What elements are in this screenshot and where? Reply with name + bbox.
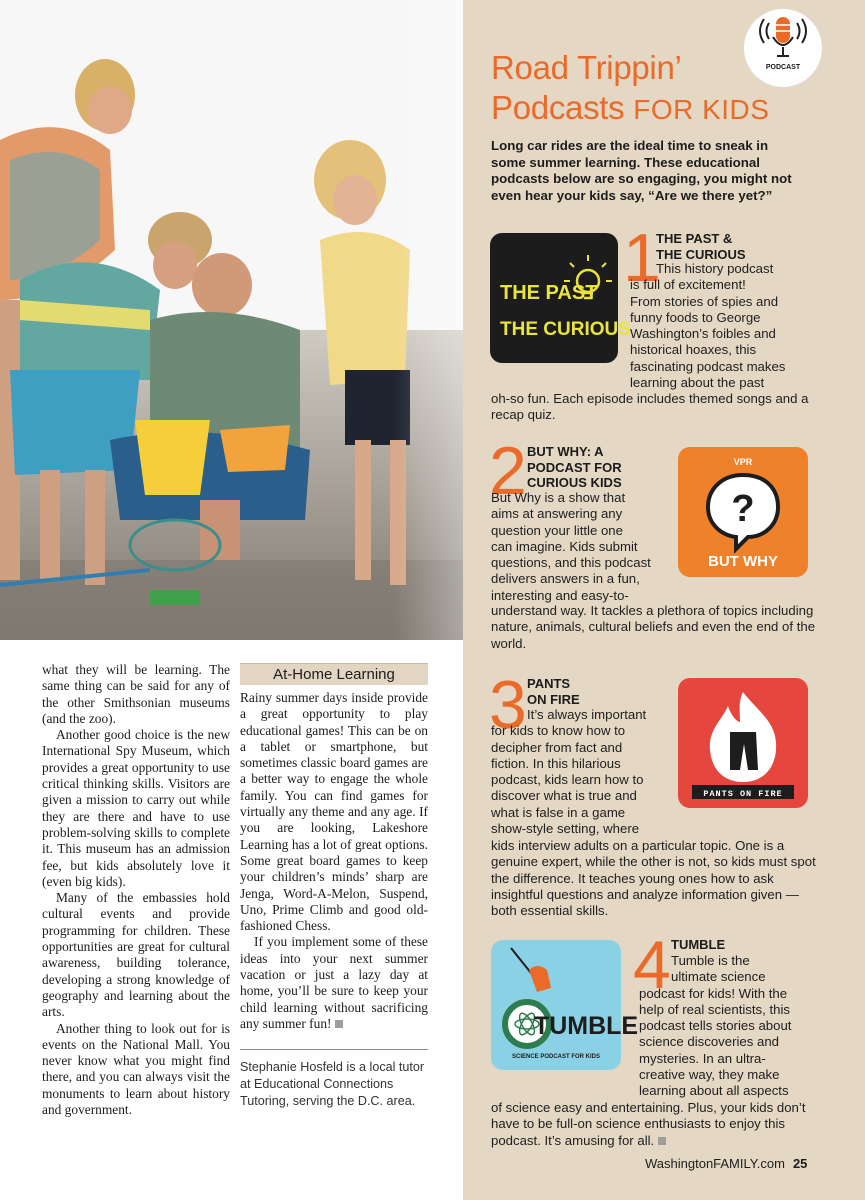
logo-text-line-2: THE CURIOUS [500,319,631,340]
podcast-description-rest [491,1100,821,1149]
podcast-description-wrap [491,707,671,837]
text-line: show-style setting, where [491,821,640,837]
podcast-title-line: PODCAST FOR [527,459,622,475]
tumble-logo [491,940,639,1070]
family-beach-photo [0,0,463,640]
text-line: fascinating podcast makes [630,358,786,374]
text-line: funny foods to George [630,309,761,325]
podcast-title-line: PANTS [527,676,571,691]
text-line: But Why is a show that [491,490,626,505]
badge-label: PODCAST [765,64,801,71]
podcasts-panel [463,0,865,1200]
podcast-title [656,231,746,262]
text-line: creative way, they make [639,1067,780,1083]
podcast-title-line: CURIOUS KIDS [527,475,622,490]
text-line: learning about the past [630,375,765,391]
but-why-logo [678,447,808,577]
podcast-description-rest: oh-so fun. Each episode includes themed songs and a recap quiz. [491,391,809,423]
article-paragraph: what they will be learning. The same thing can be said for any of the other Smithsonian museums (and the zoo). [42,662,230,726]
podcast-description-wrap [639,953,819,1100]
at-home-learning-sidebar [240,663,428,1110]
text-line: science discoveries and [639,1034,780,1050]
article-paragraph: Many of the embassies hold cultural events and provide programming for children. These opportunities are great for cultural awareness, building tolerance, developing a strong knowledge of geography and learning about the arts. [42,890,230,1020]
text-line: is full of excitement! [630,277,746,293]
title-for-kids: FOR KIDS [633,94,770,125]
podcast-title-line: THE CURIOUS [656,246,746,262]
text-line: historical hoaxes, this [630,342,757,358]
podcast-description-rest: kids interview adults on a particular topic. One is a genuine expert, while the other is not, so kids must spot the difference. It teaches young ones how to ask insightful questions and analyze information given — both essential skills. [491,838,816,919]
text-line: delivers answers in a fun, [491,571,640,587]
text-line: mysteries. In an ultra- [639,1050,766,1066]
sidebar-paragraph [240,934,428,1032]
text-line: Washington’s foibles and [630,326,776,342]
text-line: learning about all aspects [639,1083,789,1099]
podcast-title-line: THE PAST & [656,231,733,246]
text-line: Tumble is the [671,953,750,968]
podcast-title [527,676,580,707]
text-line: for kids to know how to [491,723,626,739]
logo-subtitle: SCIENCE PODCAST FOR KIDS [511,1054,601,1060]
article-paragraph: Another good choice is the new International Spy Museum, which provides a great opportunity to use critical thinking skills. Visitors are given a mission to carry out while they are there and have to use problem-solving skills to complete it. This museum has an admission fee, but kids absolutely love it (even big kids). [42,727,230,889]
logo-name: BUT WHY [708,553,778,570]
text-line: ultimate science [671,969,766,985]
text-line: interesting and easy-to- [491,587,629,603]
text-line: fiction. In this hilarious [491,755,621,771]
text-line: question your little one [491,522,623,538]
podcast-number: 2 [489,433,527,509]
text-line: aims at answering any [491,506,623,522]
podcast-description-wrap [630,261,810,391]
podcast-number: 4 [633,927,671,1003]
article-paragraph: Another thing to look out for is events on the National Mall. You never know what you might find there, and you can always visit the monuments to learn about history and government. [42,1020,230,1118]
title-line-1: Road Trippin’ [491,49,682,86]
logo-name: PANTS ON FIRE [703,789,783,799]
pants-on-fire-logo [678,678,808,808]
podcast-title [527,444,622,491]
text-line: questions, and this podcast [491,555,651,571]
sidebar-paragraph-text: If you implement some of these ideas into your next summer vacation or just a lazy day at home, you’ll be sure to keep your child learning without sacrificing any summer fun! [240,934,428,1031]
end-mark-icon [335,1020,343,1028]
podcast-title-line: ON FIRE [527,691,580,707]
logo-name: TUMBLE [533,1012,639,1040]
page-number: 25 [792,1156,808,1171]
logo-vpr-text: VPR [733,457,753,467]
website-link[interactable]: WashingtonFAMILY.com [645,1156,785,1171]
divider [240,1049,428,1050]
text-line: podcast for kids! With the [639,985,788,1001]
title-line-2 [491,88,769,130]
podcast-description-rest: understand way. It tackles a plethora of topics including nature, animals, cultural beliefs and even the end of the world. [491,603,816,651]
podcast-number: 1 [623,220,661,296]
podcast-number: 3 [489,667,527,743]
text-line: From stories of spies and [630,293,779,309]
podcast-title-line: BUT WHY: A [527,444,604,459]
text-line: This history podcast [656,261,774,276]
logo-text-line-1: THE PAST [500,282,598,304]
sidebar-heading: At-Home Learning [240,663,428,685]
page-footer [645,1156,807,1171]
end-mark-icon [658,1137,666,1145]
intro-text: Long car rides are the ideal time to sneak in some summer learning. These educational podcasts below are so engaging, you might not even hear your kids say, “Are we there yet?” [491,138,792,203]
podcast-description-wrap [491,490,671,604]
text-line: podcast tells stories about [639,1018,792,1034]
title-main-word: Podcasts [491,89,625,126]
text-line: discover what is true and [491,788,637,804]
text-line: podcast, kids learn how to [491,772,644,788]
text-line: help of real scientists, this [639,1001,790,1017]
author-bio: Stephanie Hosfeld is a local tutor at Educational Connections Tutoring, serving the D.C. area. [240,1060,425,1109]
the-past-and-the-curious-logo [490,233,631,363]
text-line: decipher from fact and [491,739,623,755]
podcast-description-text: of science easy and entertaining. Plus, your kids don’t have to be full-on science enthusiasts to enjoy this podcast. It’s amusing for all. [491,1100,806,1148]
page-title [491,48,769,130]
question-mark-icon: ? [731,488,755,530]
text-line: can imagine. Kids submit [491,538,638,554]
text-line: what is false in a game [491,804,626,820]
text-line: It’s always important [527,707,647,722]
article-column-1 [42,662,230,1118]
sidebar-paragraph: Rainy summer days inside provide a great opportunity to play educational games! This can be on a tablet or smartphone, but sometimes classic board games are a better way to engage the whole family. You can find games for virtually any theme and any age. If you are looking, Lakeshore Learning has a lot of great options. Some great board games to keep your children’s minds’ sharp are Jenga, Word-A-Melon, Suspend, Uno, Prime Climb and good old-fashioned Chess. [240,690,428,934]
podcast-title: TUMBLE [671,937,726,952]
